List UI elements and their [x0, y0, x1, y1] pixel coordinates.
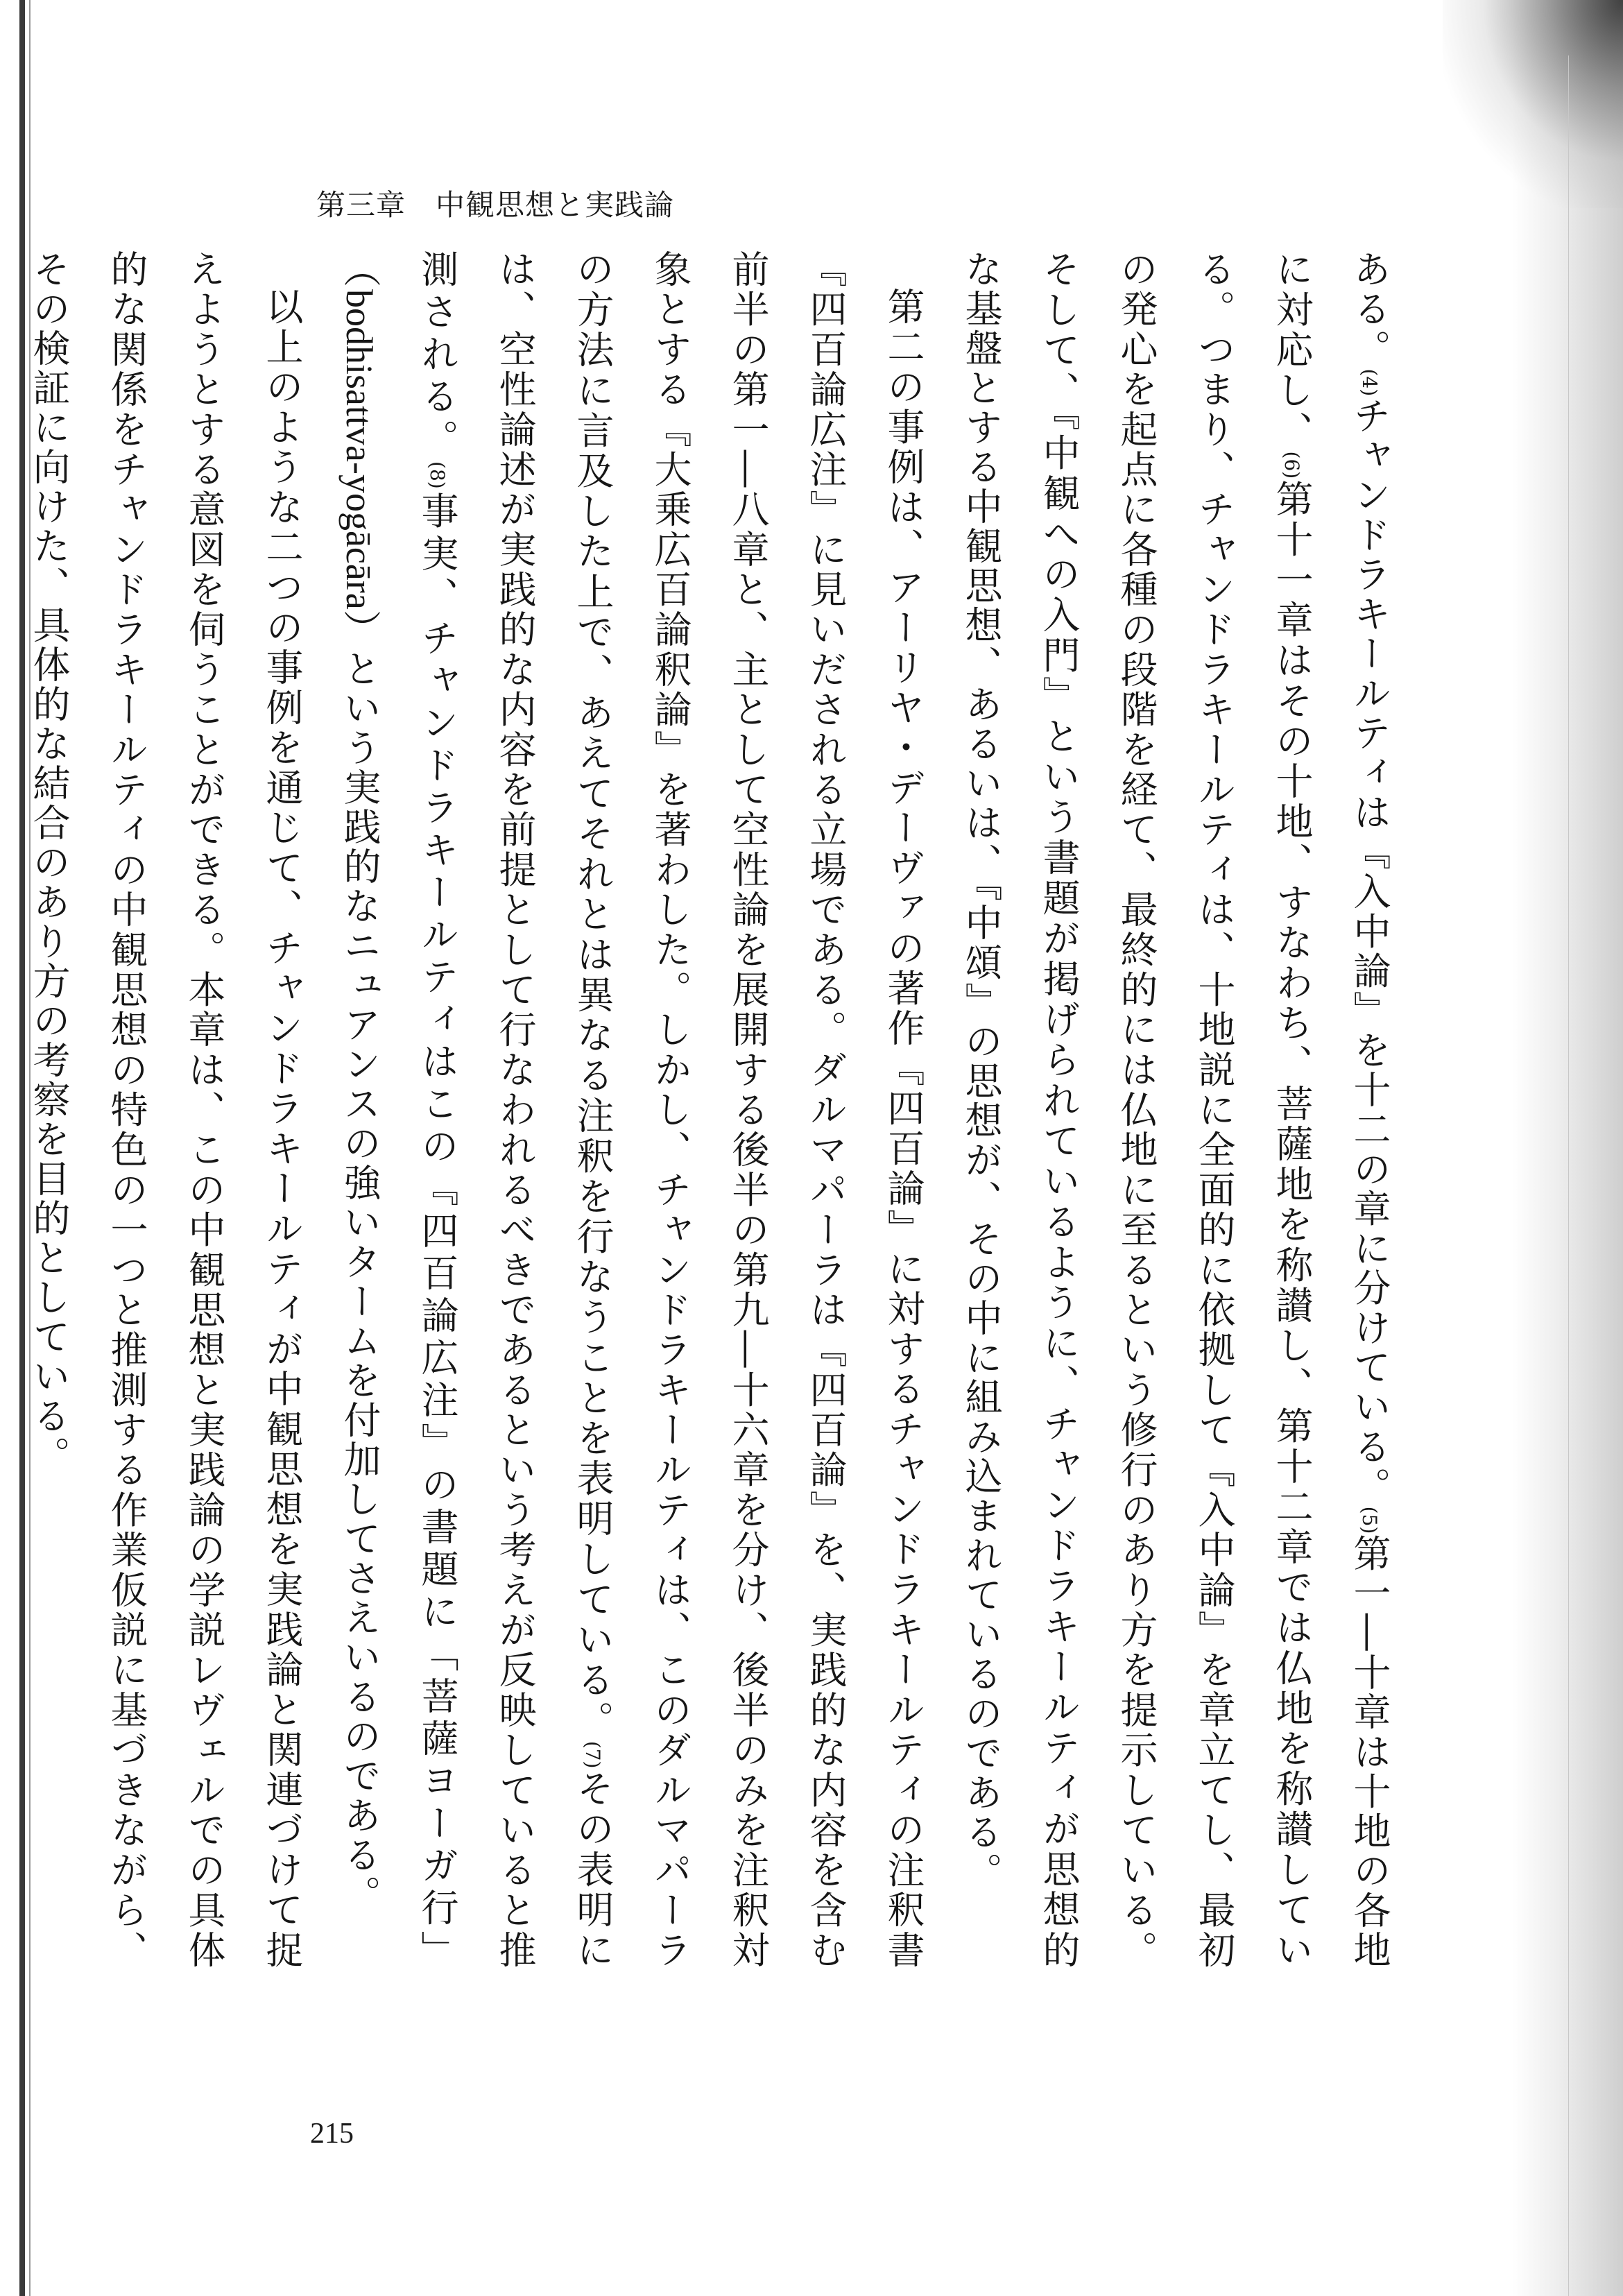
text: チャンドラキールティは『入中論』を十二の章に分けている。	[1348, 396, 1391, 1507]
text: 第一―十章は十地の各地に対応し、	[1270, 250, 1391, 1971]
paragraph-2	[320, 250, 942, 1970]
scan-corner-shadow	[1443, 0, 1623, 208]
scan-shadow	[1512, 0, 1623, 2296]
scan-edge-right	[1568, 55, 1569, 2296]
sanskrit-term: bodhisattva-yogācāra	[338, 289, 380, 610]
text: ）という実践的なニュアンスの強いタームを付加してさえいるのである。	[338, 609, 381, 1914]
page-number: 215	[310, 2118, 354, 2150]
footnote-ref[interactable]: (5)	[1358, 1506, 1381, 1534]
footnote-ref[interactable]: (8)	[426, 461, 449, 489]
paragraph-3	[10, 250, 320, 1970]
text: ある。	[1348, 250, 1391, 369]
paragraph-1	[942, 250, 1408, 1970]
body-text	[27, 250, 1408, 1971]
footnote-ref[interactable]: (6)	[1280, 451, 1303, 479]
footnote-ref[interactable]: (7)	[581, 1740, 604, 1769]
text: 事実、チャンドラキールティはこの『四百論広注』の書題に「菩薩ヨーガ行」（	[338, 250, 459, 1971]
text: 以上のような二つの事例を通じて、チャンドラキールティが中観思想を実践論と関連づけて捉えようとする意図を伺うことができる。本章は、この中観思想と実践論の学説レヴェルでの具体的な関係をチャンドラキールティの中観思想の特色の一つと推測する作業仮説に基づきながら、その検証に向けた、具体的な結合のあり方の考察を目的としている。	[27, 250, 304, 1971]
text: 第二の事例は、アーリヤ・デーヴァの著作『四百論』に対するチャンドラキールティの注釈書『四百論広注』に見いだされる立場である。ダルマパーラは『四百論』を、実践的な内容を含む前半の第一―八章と、主として空性論を展開する後半の第九―十六章を分け、後半のみを注釈対象とする『大乗広百論釈論』を著わした。しかし、チャンドラキールティは、このダルマパーラの方法に言及した上で、あえてそれとは異なる注釈を行なうことを表明している。	[571, 250, 925, 1970]
running-head: 第三章 中観思想と実践論	[316, 188, 675, 222]
text: 第十一章はその十地、すなわち、菩薩地を称讃し、第十二章では仏地を称讃している。つまり、チャンドラキールティは、十地説に全面的に依拠して『入中論』を章立てし、最初の発心を起点に各種の段階を経て、最終的には仏地に至るという修行のあり方を提示している。そして、『中観への入門』という書題が掲げられているように、チャンドラキールティが思想的な基盤とする中観思想、あるいは、『中頌』の思想が、その中に組み込まれているのである。	[959, 250, 1314, 1970]
footnote-ref[interactable]: (4)	[1358, 368, 1381, 397]
text: その表明には、空性論述が実践的な内容を前提として行なわれるべきであるという考えが反映していると推測される。	[415, 250, 615, 1970]
